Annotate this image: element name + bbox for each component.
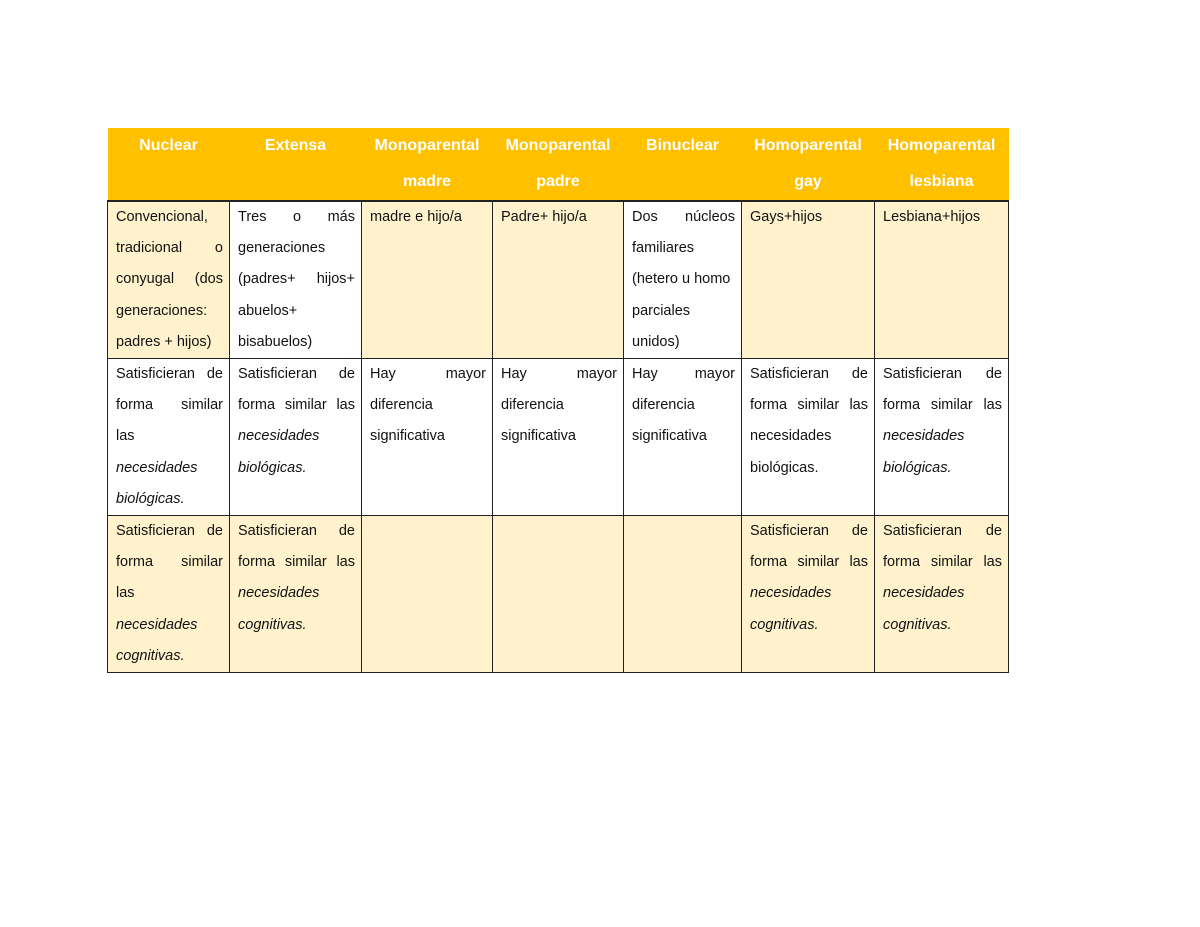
cell-text-line: significativa (501, 428, 576, 445)
cell-text-line: unidos) (632, 333, 680, 350)
column-header-line: padre (536, 173, 580, 190)
cell-text-line: generaciones: (116, 302, 208, 319)
cell-text-line: las (116, 585, 135, 602)
table-cell (230, 516, 362, 673)
cell-word: Dos (632, 209, 658, 225)
cell-text-line (238, 547, 355, 578)
cell-word: forma (238, 554, 276, 571)
cell-text-line (238, 359, 355, 390)
cell-word: Satisficieran (750, 523, 829, 540)
cell-text-line: significativa (370, 428, 445, 445)
cell-word: (dos (194, 271, 223, 288)
cell-text-line: abuelos+ (238, 302, 298, 319)
table-cell (875, 201, 1009, 359)
cell-word: Hay (632, 366, 658, 383)
cell-word: tradicional (116, 240, 183, 257)
cell-word: forma (883, 554, 921, 571)
column-header (875, 128, 1009, 201)
cell-word: más (327, 209, 355, 225)
column-header (362, 128, 493, 201)
cell-word: similar (930, 554, 973, 571)
table-cell (230, 359, 362, 516)
cell-word: mayor (576, 366, 617, 383)
cell-word: mayor (445, 366, 486, 383)
cell-text-line: necesidades (750, 428, 832, 445)
cell-text-line (883, 547, 1002, 578)
cell-word: de (338, 523, 355, 540)
cell-text-line (750, 359, 868, 390)
cell-text-line: cognitivas. (116, 647, 185, 664)
cell-text-line: necesidades (116, 616, 198, 633)
family-types-table (107, 128, 1009, 673)
cell-word: las (983, 397, 1002, 414)
cell-text-line: madre e hijo/a (370, 209, 462, 225)
table-cell (493, 359, 624, 516)
table-header-row (108, 128, 1009, 201)
cell-text-line (501, 359, 617, 390)
cell-word: de (206, 366, 223, 383)
column-header (742, 128, 875, 201)
cell-word: Hay (501, 366, 527, 383)
cell-text-line (116, 516, 223, 547)
cell-text-line: biológicas. (750, 459, 819, 476)
table-cell (230, 201, 362, 359)
cell-text-line (750, 547, 868, 578)
cell-word: de (985, 523, 1002, 540)
cell-text-line (750, 390, 868, 421)
cell-word: forma (883, 397, 921, 414)
cell-text-line (370, 359, 486, 390)
cell-word: (padres+ (238, 271, 296, 288)
cell-word: Satisficieran (116, 523, 195, 540)
cell-text-line (750, 516, 868, 547)
cell-text-line: Convencional, (116, 209, 208, 225)
cell-text-line: necesidades (883, 585, 965, 602)
table-cell (493, 516, 624, 673)
cell-word: Hay (370, 366, 396, 383)
cell-word: Satisficieran (883, 366, 962, 383)
cell-text-line: diferencia (370, 397, 433, 414)
cell-text-line: Gays+hijos (750, 209, 823, 225)
cell-text-line (883, 516, 1002, 547)
column-header (230, 128, 362, 201)
column-header-line: madre (402, 173, 452, 190)
cell-text-line (116, 547, 223, 578)
cell-word: similar (797, 397, 840, 414)
cell-text-line: parciales (632, 302, 691, 319)
table-row (108, 359, 1009, 516)
cell-word: similar (930, 397, 973, 414)
cell-text-line (116, 233, 223, 264)
table-row (108, 516, 1009, 673)
cell-word: similar (284, 554, 327, 571)
cell-word: mayor (694, 366, 735, 383)
cell-word: o (214, 240, 223, 257)
cell-word: forma (238, 397, 276, 414)
table-body (108, 201, 1009, 673)
cell-word: Satisficieran (750, 366, 829, 383)
cell-text-line: necesidades (238, 428, 320, 445)
cell-word: las (983, 554, 1002, 571)
cell-text-line (883, 359, 1002, 390)
column-header-line: Monoparental (505, 137, 611, 154)
cell-text-line: bisabuelos) (238, 333, 313, 350)
table-cell (108, 359, 230, 516)
table-cell (108, 201, 230, 359)
cell-word: las (849, 554, 868, 571)
column-header (108, 128, 230, 201)
cell-word: de (206, 523, 223, 540)
cell-word: Satisficieran (116, 366, 195, 383)
table-cell (362, 516, 493, 673)
column-header-line: lesbiana (909, 173, 974, 190)
cell-word: forma (750, 554, 788, 571)
column-header-line: Extensa (264, 137, 327, 154)
cell-word: hijos+ (316, 271, 355, 288)
cell-word: Tres (238, 209, 267, 225)
column-header-line: Monoparental (374, 137, 480, 154)
cell-text-line (238, 390, 355, 421)
cell-word: de (985, 366, 1002, 383)
table-cell (108, 516, 230, 673)
cell-text-line: biológicas. (883, 459, 952, 476)
column-header-line: Homoparental (754, 137, 862, 154)
cell-word: forma (116, 397, 154, 414)
column-header-line: Binuclear (646, 137, 719, 154)
cell-word: Satisficieran (883, 523, 962, 540)
column-header (624, 128, 742, 201)
table-cell (362, 201, 493, 359)
cell-word: de (338, 366, 355, 383)
cell-text-line: (hetero u homo (632, 271, 731, 288)
cell-word: Satisficieran (238, 366, 317, 383)
cell-text-line: necesidades (116, 459, 198, 476)
table-cell (742, 201, 875, 359)
cell-word: las (336, 397, 355, 414)
table-cell (875, 359, 1009, 516)
cell-text-line (883, 390, 1002, 421)
cell-word: forma (750, 397, 788, 414)
cell-text-line: significativa (632, 428, 707, 445)
cell-word: Satisficieran (238, 523, 317, 540)
column-header-line: Homoparental (887, 137, 996, 154)
table-row (108, 201, 1009, 359)
cell-word: las (336, 554, 355, 571)
cell-text-line (116, 359, 223, 390)
cell-text-line (238, 264, 355, 295)
table-cell (742, 359, 875, 516)
cell-text-line: necesidades (750, 585, 832, 602)
cell-text-line (238, 202, 355, 233)
cell-text-line: familiares (632, 240, 695, 257)
cell-word: de (851, 366, 868, 383)
cell-text-line: generaciones (238, 240, 326, 257)
cell-text-line (238, 516, 355, 547)
table-cell (875, 516, 1009, 673)
cell-word: forma (116, 554, 154, 571)
cell-text-line: padres + hijos) (116, 333, 212, 350)
column-header (493, 128, 624, 201)
cell-word: de (851, 523, 868, 540)
cell-text-line: diferencia (632, 397, 695, 414)
table-cell (362, 359, 493, 516)
cell-text-line: las (116, 428, 135, 445)
cell-word: similar (181, 554, 223, 571)
cell-text-line (632, 359, 735, 390)
cell-text-line: biológicas. (238, 459, 307, 476)
cell-text-line: Padre+ hijo/a (501, 209, 587, 225)
cell-word: conyugal (116, 271, 175, 288)
table-cell (742, 516, 875, 673)
cell-text-line: diferencia (501, 397, 564, 414)
cell-word: las (849, 397, 868, 414)
cell-text-line: cognitivas. (883, 616, 952, 633)
cell-word: núcleos (685, 209, 735, 225)
cell-text-line: Lesbiana+hijos (883, 209, 981, 225)
cell-word: similar (181, 397, 223, 414)
cell-text-line: necesidades (238, 585, 320, 602)
cell-word: o (292, 209, 302, 225)
cell-text-line (116, 264, 223, 295)
table-cell (624, 516, 742, 673)
table-cell (493, 201, 624, 359)
cell-text-line: cognitivas. (238, 616, 307, 633)
table-cell (624, 201, 742, 359)
table-cell (624, 359, 742, 516)
column-header-line: Nuclear (139, 137, 198, 154)
cell-word: similar (284, 397, 327, 414)
cell-text-line (632, 202, 735, 233)
column-header-line: gay (794, 173, 822, 190)
cell-text-line: biológicas. (116, 490, 185, 507)
cell-word: similar (797, 554, 840, 571)
cell-text-line (116, 390, 223, 421)
cell-text-line: cognitivas. (750, 616, 819, 633)
cell-text-line: necesidades (883, 428, 965, 445)
